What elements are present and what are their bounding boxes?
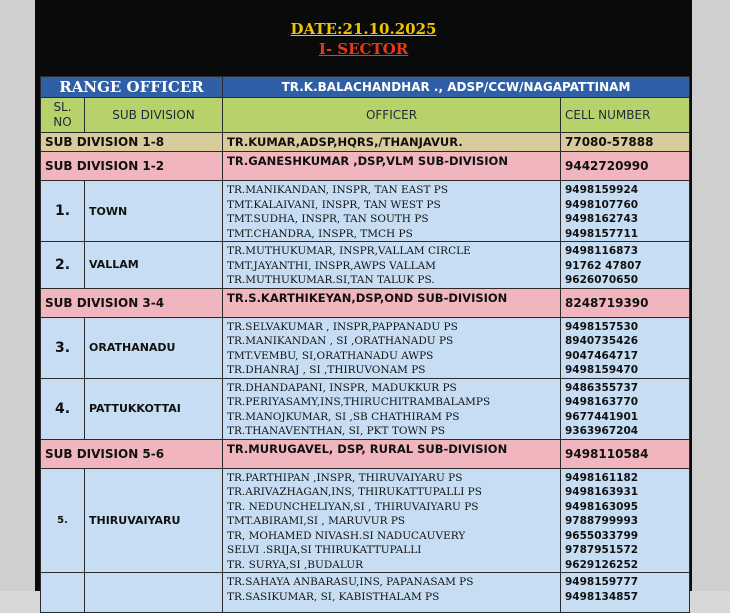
station-name: PATTUKKOTTAI [85, 378, 223, 439]
subdivision-cell: 77080-57888 [561, 133, 690, 152]
cell-entry: 8940735426 [565, 335, 639, 347]
cell-entry: 9047464717 [565, 349, 639, 362]
station-name: ORATHANADU [85, 317, 223, 378]
cell-list [561, 317, 690, 378]
duty-sheet [35, 0, 692, 603]
col-officer: OFFICER [223, 98, 561, 133]
subdivision-officer: TR.S.KARTHIKEYAN,DSP,OND SUB-DIVISION [223, 288, 561, 317]
officer-entry: TMT.SUDHA, INSPR, TAN SOUTH PS [227, 213, 429, 225]
station-name [85, 573, 223, 613]
col-sl-no: SL. NO [41, 98, 85, 133]
subdivision-label: SUB DIVISION 5-6 [41, 439, 223, 468]
officer-entry: TMT.ABIRAMI,SI , MARUVUR PS [227, 515, 406, 527]
table-row [41, 573, 690, 613]
table-row [41, 468, 690, 573]
cell-entry: 9498163931 [565, 486, 639, 498]
subdivision-cell: 9498110584 [561, 439, 690, 468]
subdivision-row [41, 288, 690, 317]
cell-entry: 9788799993 [565, 515, 639, 527]
table-row [41, 181, 690, 242]
cell-entry: 9498134857 [565, 590, 639, 603]
subdivision-row [41, 439, 690, 468]
subdivision-officer: TR.GANESHKUMAR ,DSP,VLM SUB-DIVISION [223, 152, 561, 181]
sl-no: 2. [41, 242, 85, 289]
station-name: THIRUVAIYARU [85, 468, 223, 573]
officer-entry: TR.MUTHUKUMAR, INSPR,VALLAM CIRCLE [227, 245, 471, 257]
cell-entry: 91762 47807 [565, 259, 642, 272]
col-cell-number: CELL NUMBER [561, 98, 690, 133]
officer-entry: TR, MOHAMED NIVASH.SI NADUCAUVERY [227, 529, 466, 542]
officer-entry: TR.PERIYASAMY,INS,THIRUCHITRAMBALAMPS [227, 396, 491, 408]
officer-entry: TR.MANOJKUMAR, SI ,SB CHATHIRAM PS [227, 410, 460, 423]
subdivision-label: SUB DIVISION 1-2 [41, 152, 223, 181]
sector-heading: I- SECTOR [318, 40, 409, 58]
column-header-row [41, 98, 690, 133]
officer-list [223, 378, 561, 439]
cell-entry: 9498159777 [565, 576, 639, 588]
table-row [41, 242, 690, 289]
cell-list [561, 468, 690, 573]
officer-list [223, 468, 561, 573]
cell-entry: 9787951572 [565, 544, 639, 556]
officer-entry: SELVI .SRIJA,SI THIRUKATTUPALLI [227, 544, 422, 556]
officer-list [223, 317, 561, 378]
subdivision-row [41, 133, 690, 152]
officer-entry: TR. NEDUNCHELIYAN,SI , THIRUVAIYARU PS [227, 500, 479, 513]
cell-entry: 9498161182 [565, 471, 639, 484]
sl-no: 4. [41, 378, 85, 439]
subdivision-officer: TR.KUMAR,ADSP,HQRS,/THANJAVUR. [223, 133, 561, 152]
officer-entry: TR.MUTHUKUMAR.SI,TAN TALUK PS. [227, 274, 435, 286]
sl-no: 3. [41, 317, 85, 378]
officer-entry: TR.SELVAKUMAR , INSPR,PAPPANADU PS [227, 320, 458, 333]
range-officer-label: RANGE OFFICER [41, 77, 223, 98]
left-margin [0, 0, 36, 591]
officer-entry: TR.DHANDAPANI, INSPR, MADUKKUR PS [227, 381, 457, 394]
officer-entry: TR.ARIVAZHAGAN,INS, THIRUKATTUPALLI PS [227, 486, 482, 498]
subdivision-officer: TR.MURUGAVEL, DSP, RURAL SUB-DIVISION [223, 439, 561, 468]
cell-entry: 9498157530 [565, 320, 639, 333]
officer-list [223, 242, 561, 289]
cell-entry: 9498159924 [565, 184, 639, 196]
subdivision-cell: 8248719390 [561, 288, 690, 317]
date-heading: DATE:21.10.2025 [290, 20, 437, 38]
officer-entry: TR.MANIKANDAN , SI ,ORATHANADU PS [227, 335, 454, 347]
cell-list [561, 181, 690, 242]
cell-entry: 9626070650 [565, 274, 639, 286]
subdivision-cell: 9442720990 [561, 152, 690, 181]
subdivision-row [41, 152, 690, 181]
officer-table [40, 76, 690, 613]
cell-entry: 9498107760 [565, 198, 639, 211]
cell-list [561, 242, 690, 289]
sl-no [41, 573, 85, 613]
col-sub-division: SUB DIVISION [85, 98, 223, 133]
officer-entry: TMT.JAYANTHI, INSPR,AWPS VALLAM [227, 259, 436, 272]
officer-entry: TR.SAHAYA ANBARASU,INS, PAPANASAM PS [227, 576, 474, 588]
cell-list [561, 573, 690, 613]
cell-entry: 9363967204 [565, 425, 639, 437]
officer-entry: TR.THANAVENTHAN, SI, PKT TOWN PS [227, 425, 446, 437]
sl-no: 1. [41, 181, 85, 242]
sl-no: 5. [41, 468, 85, 573]
range-officer-value: TR.K.BALACHANDHAR ., ADSP/CCW/NAGAPATTINAM [223, 77, 690, 98]
cell-entry: 9498163770 [565, 396, 639, 408]
officer-entry: TR. SURYA,SI ,BUDALUR [227, 558, 363, 571]
cell-entry: 9498157711 [565, 227, 639, 240]
cell-entry: 9629126252 [565, 558, 639, 571]
sheet-header [35, 0, 692, 78]
officer-entry: TR.DHANRAJ , SI ,THIRUVONAM PS [227, 364, 426, 376]
officer-entry: TR.MANIKANDAN, INSPR, TAN EAST PS [227, 184, 449, 196]
station-name: TOWN [85, 181, 223, 242]
officer-entry: TR.PARTHIPAN ,INSPR, THIRUVAIYARU PS [227, 471, 463, 484]
table-row [41, 378, 690, 439]
cell-entry: 9486355737 [565, 381, 639, 394]
table-row [41, 317, 690, 378]
officer-entry: TMT.KALAIVANI, INSPR, TAN WEST PS [227, 198, 441, 211]
range-officer-row [41, 77, 690, 98]
officer-list [223, 181, 561, 242]
cell-entry: 9498159470 [565, 364, 639, 376]
cell-list [561, 378, 690, 439]
right-margin [690, 0, 730, 591]
officer-entry: TR.SASIKUMAR, SI, KABISTHALAM PS [227, 590, 440, 603]
officer-list [223, 573, 561, 613]
officer-entry: TMT.CHANDRA, INSPR, TMCH PS [227, 227, 413, 240]
cell-entry: 9677441901 [565, 410, 639, 423]
cell-entry: 9655033799 [565, 529, 639, 542]
cell-entry: 9498116873 [565, 245, 639, 257]
cell-entry: 9498162743 [565, 213, 639, 225]
cell-entry: 9498163095 [565, 500, 639, 513]
subdivision-label: SUB DIVISION 3-4 [41, 288, 223, 317]
subdivision-label: SUB DIVISION 1-8 [41, 133, 223, 152]
officer-entry: TMT.VEMBU, SI,ORATHANADU AWPS [227, 349, 434, 362]
station-name: VALLAM [85, 242, 223, 289]
